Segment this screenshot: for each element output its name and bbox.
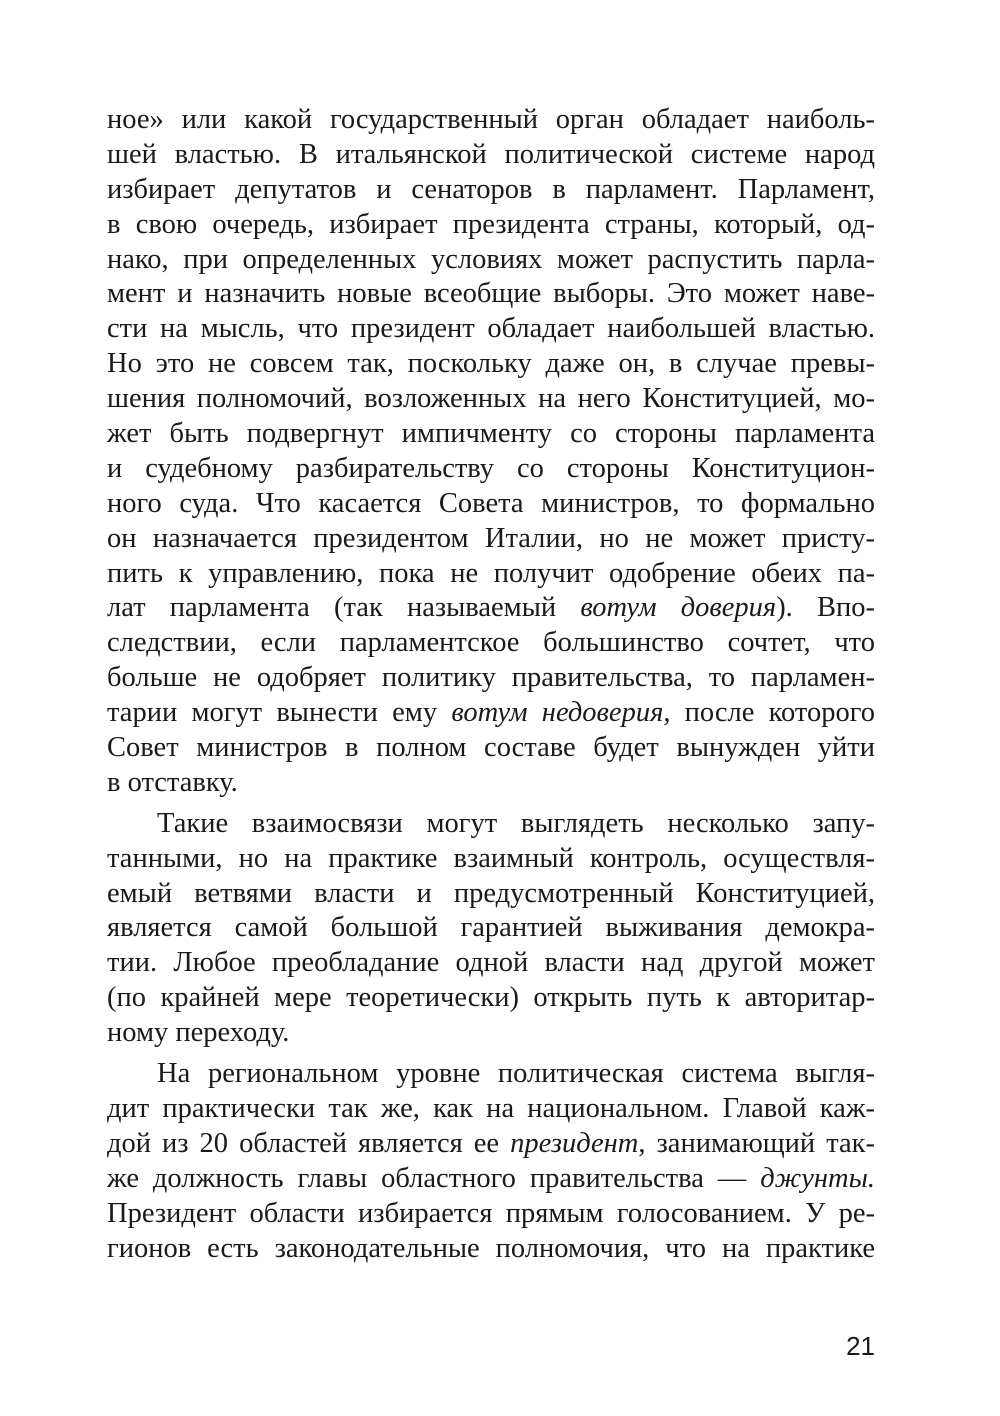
page-number: 21 bbox=[846, 1331, 875, 1361]
text-line: емый ветвями власти и предусмотренный Конституцией, bbox=[107, 877, 875, 909]
text-line: шения полномочий, возложенных на него Конституцией, мо- bbox=[107, 383, 875, 415]
text-line: танными, но на практике взаимный контроль, осуществля- bbox=[107, 842, 875, 874]
text-line: ное» или какой государственный орган обладает наиболь- bbox=[107, 104, 875, 135]
text-line: мент и назначить новые всеобщие выборы. Это может наве- bbox=[107, 278, 875, 310]
text-line: пить к управлению, пока не получит одобрение обеих па- bbox=[107, 557, 875, 589]
page-body bbox=[107, 103, 875, 1266]
text-line: следствии, если парламентское большинство сочтет, что bbox=[107, 627, 875, 659]
text-line: лат парламента (так называемый вотум доверия). Впо- bbox=[107, 592, 875, 624]
text-line: в отставку. bbox=[107, 766, 238, 798]
text-line: дит практически так же, как на национальном. Главой каж- bbox=[107, 1092, 875, 1124]
paragraph bbox=[107, 807, 875, 1051]
text-line: Такие взаимосвязи могут выглядеть несколько запу- bbox=[157, 807, 875, 839]
text-line: нако, при определенных условиях может распустить парла- bbox=[107, 243, 875, 275]
text-line: в свою очередь, избирает президента страны, который, од- bbox=[107, 208, 875, 240]
text-line: же должность главы областного правительства — джунты. bbox=[107, 1162, 875, 1194]
text-line: Совет министров в полном составе будет вынужден уйти bbox=[107, 732, 875, 764]
text-line: избирает депутатов и сенаторов в парламент. Парламент, bbox=[107, 173, 875, 205]
paragraph bbox=[107, 103, 875, 801]
text-line: является самой большой гарантией выживания демокра- bbox=[107, 912, 875, 944]
text-line: жет быть подвергнут импичменту со стороны парламента bbox=[107, 418, 875, 450]
text-line: тарии могут вынести ему вотум недоверия, после которого bbox=[107, 697, 875, 729]
text-line: больше не одобряет политику правительства, то парламен- bbox=[107, 662, 875, 694]
text-line: (по крайней мере теоретически) открыть путь к авторитар- bbox=[107, 982, 875, 1014]
text-line: сти на мысль, что президент обладает наибольшей властью. bbox=[107, 313, 875, 345]
text-line: гионов есть законодательные полномочия, что на практике bbox=[107, 1232, 875, 1264]
text-line: дой из 20 областей является ее президент, занимающий так- bbox=[107, 1127, 875, 1159]
text-line: тии. Любое преобладание одной власти над другой может bbox=[107, 947, 875, 979]
italic-term: вотум недоверия, bbox=[451, 697, 671, 729]
text-line: ному переходу. bbox=[107, 1017, 290, 1049]
text-line: На региональном уровне политическая система выгля- bbox=[157, 1058, 875, 1090]
text-line: Президент области избирается прямым голосованием. У ре- bbox=[107, 1197, 875, 1229]
italic-term: джунты. bbox=[760, 1162, 875, 1194]
text-line: ного суда. Что касается Совета министров, то формально bbox=[107, 487, 875, 519]
text-line: Но это не совсем так, поскольку даже он, в случае превы- bbox=[107, 348, 875, 380]
italic-term: вотум доверия bbox=[580, 592, 777, 624]
text-line: и судебному разбирательству со стороны Конституцион- bbox=[107, 452, 875, 484]
paragraph bbox=[107, 1057, 875, 1266]
text-line: шей властью. В итальянской политической системе народ bbox=[107, 138, 875, 170]
text-line: он назначается президентом Италии, но не может присту- bbox=[107, 522, 875, 554]
italic-term: президент bbox=[510, 1127, 639, 1159]
